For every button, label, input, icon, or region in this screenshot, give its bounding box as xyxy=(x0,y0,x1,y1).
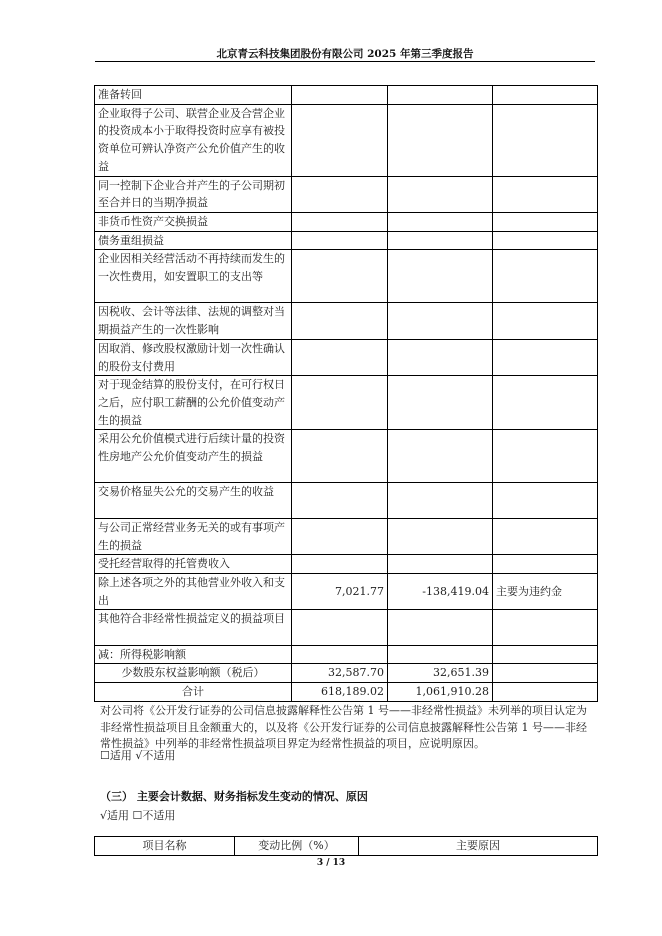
cell-ytd xyxy=(388,86,493,105)
cell-ytd xyxy=(388,376,493,430)
applicability-2: √适用 ☐不适用 xyxy=(100,809,176,822)
cell-note xyxy=(493,376,598,430)
non-recurring-items-table xyxy=(94,85,598,702)
table-row xyxy=(95,518,598,554)
cell-current xyxy=(292,376,388,430)
cell-ytd: 32,651.39 xyxy=(388,664,493,683)
cell-note xyxy=(493,645,598,664)
header-change-ratio: 变动比例（%） xyxy=(235,837,359,856)
cell-note xyxy=(493,518,598,554)
cell-note xyxy=(493,86,598,105)
cell-item: 非货币性资产交换损益 xyxy=(95,212,292,231)
cell-note xyxy=(493,250,598,303)
cell-item: 债务重组损益 xyxy=(95,231,292,250)
section-3-title: （三） 主要会计数据、财务指标发生变动的情况、原因 xyxy=(100,790,368,803)
cell-item: 企业因相关经营活动不再持续而发生的一次性费用，如安置职工的支出等 xyxy=(95,250,292,303)
table-row xyxy=(95,303,598,339)
table-row xyxy=(95,610,598,645)
cell-ytd xyxy=(388,645,493,664)
cell-note xyxy=(493,430,598,483)
header-main-reason: 主要原因 xyxy=(359,837,598,856)
cell-ytd xyxy=(388,339,493,375)
cell-current: 618,189.02 xyxy=(292,683,388,702)
cell-note: 主要为违约金 xyxy=(493,573,598,609)
header-item-name: 项目名称 xyxy=(95,837,235,856)
report-header: 北京青云科技集团股份有限公司 2025 年第三季度报告 xyxy=(216,48,474,60)
cell-item: 除上述各项之外的其他营业外收入和支出 xyxy=(95,573,292,609)
cell-note xyxy=(493,610,598,645)
cell-current xyxy=(292,339,388,375)
table-row xyxy=(95,176,598,212)
cell-current: 32,587.70 xyxy=(292,664,388,683)
table-header-row xyxy=(95,837,598,856)
cell-ytd xyxy=(388,610,493,645)
cell-ytd: 1,061,910.28 xyxy=(388,683,493,702)
explanation-text: 对公司将《公开发行证券的公司信息披露解释性公告第 1 号——非经常性损益》未列举的项目认定为非经常性损益项目且金额重大的，以及将《公开发行证券的公司信息披露解释性公告第 1 号——非经常性损益》中列举的非经常性损益项目界定为经常性损益的项目，应说明原因。 xyxy=(100,704,587,750)
cell-note xyxy=(493,339,598,375)
cell-current xyxy=(292,483,388,518)
table-row xyxy=(95,645,598,664)
cell-current xyxy=(292,610,388,645)
cell-item: 减：所得税影响额 xyxy=(95,645,292,664)
cell-current xyxy=(292,645,388,664)
cell-note xyxy=(493,664,598,683)
cell-current xyxy=(292,86,388,105)
cell-note xyxy=(493,231,598,250)
cell-item: 对于现金结算的股份支付，在可行权日之后，应付职工薪酬的公允价值变动产生的损益 xyxy=(95,376,292,430)
cell-item: 交易价格显失公允的交易产生的收益 xyxy=(95,483,292,518)
cell-ytd xyxy=(388,176,493,212)
cell-item: 与公司正常经营业务无关的或有事项产生的损益 xyxy=(95,518,292,554)
cell-item: 受托经营取得的托管费收入 xyxy=(95,555,292,574)
cell-item: 同一控制下企业合并产生的子公司期初至合并日的当期净损益 xyxy=(95,176,292,212)
header-divider xyxy=(95,61,595,62)
table-row xyxy=(95,664,598,683)
cell-item: 采用公允价值模式进行后续计量的投资性房地产公允价值变动产生的损益 xyxy=(95,430,292,483)
table-row xyxy=(95,231,598,250)
table-row xyxy=(95,104,598,176)
cell-ytd xyxy=(388,104,493,176)
cell-current xyxy=(292,231,388,250)
cell-item: 企业取得子公司、联营企业及合营企业的投资成本小于取得投资时应享有被投资单位可辨认净资产公允价值产生的收益 xyxy=(95,104,292,176)
table-row xyxy=(95,250,598,303)
table-row xyxy=(95,430,598,483)
cell-item: 合计 xyxy=(95,683,292,702)
page-number: 3 / 13 xyxy=(316,858,346,868)
cell-ytd xyxy=(388,518,493,554)
cell-current xyxy=(292,104,388,176)
cell-ytd xyxy=(388,231,493,250)
cell-current xyxy=(292,518,388,554)
cell-current xyxy=(292,176,388,212)
cell-ytd xyxy=(388,250,493,303)
change-reasons-table xyxy=(94,836,598,856)
table-row xyxy=(95,573,598,609)
cell-item: 因税收、会计等法律、法规的调整对当期损益产生的一次性影响 xyxy=(95,303,292,339)
cell-note xyxy=(493,303,598,339)
cell-note xyxy=(493,212,598,231)
cell-current xyxy=(292,212,388,231)
table-row xyxy=(95,86,598,105)
cell-item: 准备转回 xyxy=(95,86,292,105)
cell-item: 因取消、修改股权激励计划一次性确认的股份支付费用 xyxy=(95,339,292,375)
cell-ytd xyxy=(388,303,493,339)
cell-item: 其他符合非经常性损益定义的损益项目 xyxy=(95,610,292,645)
cell-current xyxy=(292,250,388,303)
cell-ytd xyxy=(388,555,493,574)
table-row xyxy=(95,212,598,231)
cell-ytd xyxy=(388,483,493,518)
cell-item: 少数股东权益影响额（税后） xyxy=(95,664,292,683)
cell-ytd xyxy=(388,430,493,483)
table-row xyxy=(95,683,598,702)
cell-note xyxy=(493,555,598,574)
table-row xyxy=(95,339,598,375)
cell-current xyxy=(292,430,388,483)
table-row xyxy=(95,555,598,574)
table-row xyxy=(95,483,598,518)
cell-note xyxy=(493,104,598,176)
applicability-1: ☐适用 √不适用 xyxy=(100,749,176,762)
cell-note xyxy=(493,683,598,702)
cell-current: 7,021.77 xyxy=(292,573,388,609)
cell-current xyxy=(292,303,388,339)
cell-ytd xyxy=(388,212,493,231)
cell-note xyxy=(493,176,598,212)
table-row xyxy=(95,376,598,430)
cell-ytd: -138,419.04 xyxy=(388,573,493,609)
cell-note xyxy=(493,483,598,518)
cell-current xyxy=(292,555,388,574)
